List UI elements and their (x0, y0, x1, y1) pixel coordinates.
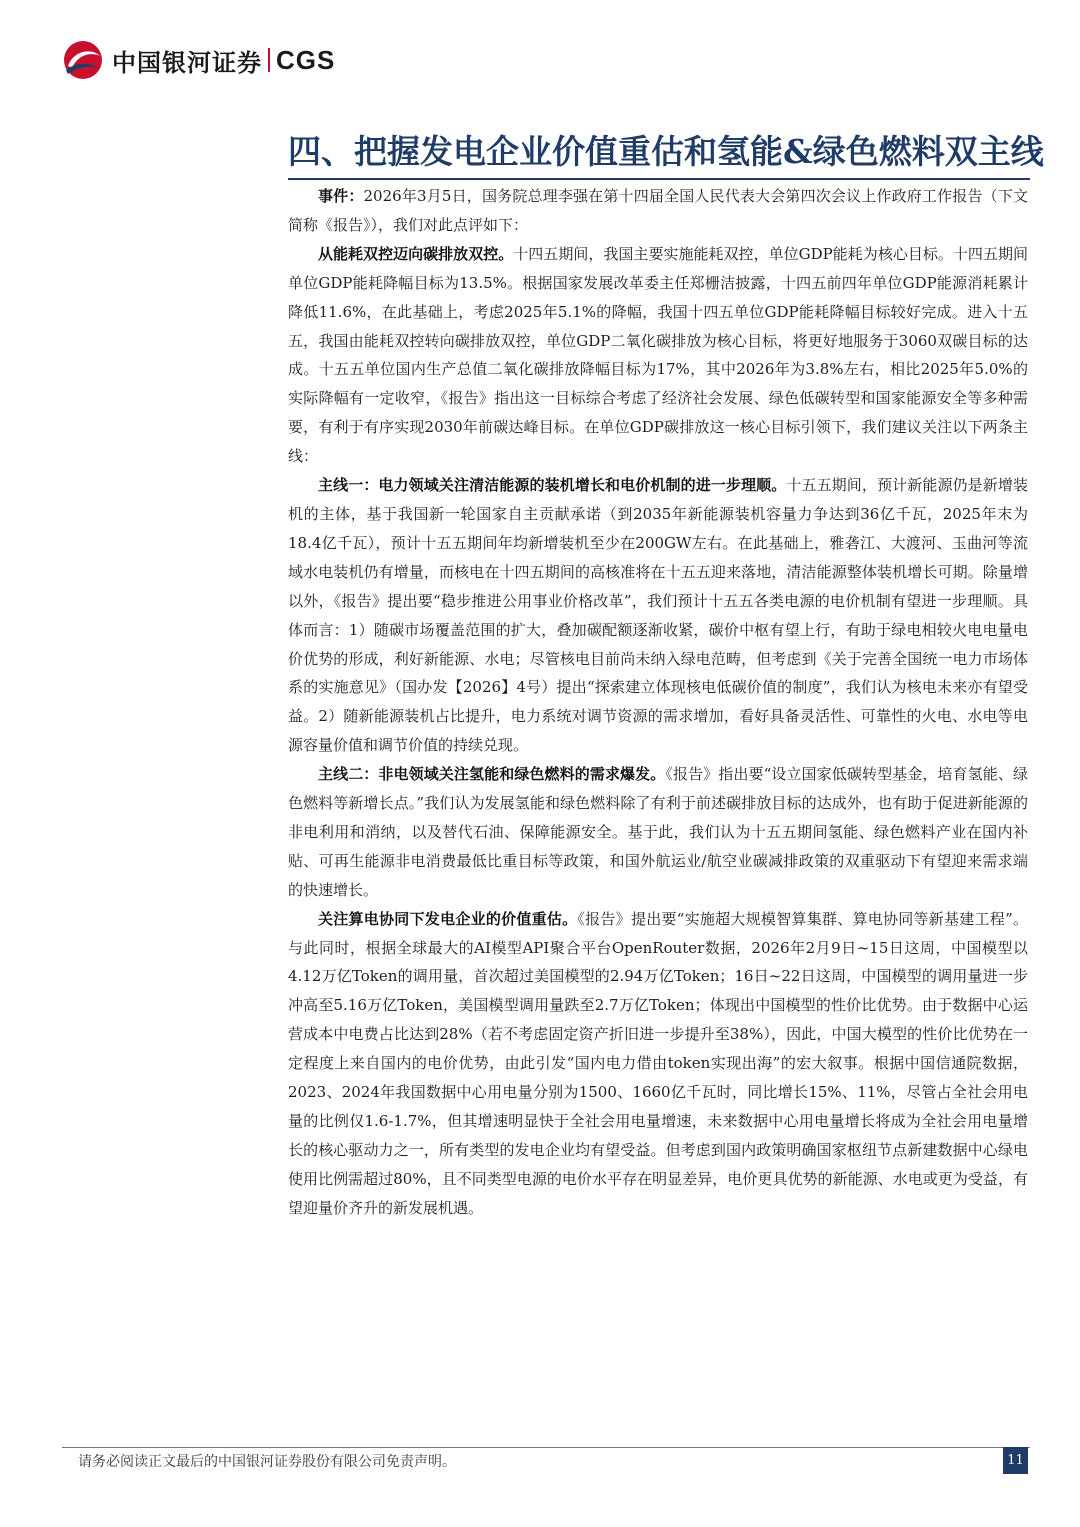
paragraph-mainline-one (288, 471, 1028, 760)
logo-text-en: CGS (276, 44, 336, 75)
paragraph-lead: 从能耗双控迈向碳排放双控。 (318, 244, 514, 263)
logo-text-cn: 中国银河证券 (112, 48, 262, 77)
cgs-logo-icon (62, 40, 104, 80)
body-content (288, 182, 1028, 1223)
paragraph-text: 《报告》指出要“设立国家低碳转型基金，培育氢能、绿色燃料等新增长点。”我们认为发展氢能和绿色燃料除了有利于前述碳排放目标的达成外，也有助于促进新能源的非电利用和消纳，以及替代石油、保障能源安全。基于此，我们认为十五五期间氢能、绿色燃料产业在国内补贴、可再生能源非电消费最低比重目标等政策，和国外航运业/航空业碳减排政策的双重驱动下有望迎来需求端的快速增长。 (288, 765, 1028, 899)
paragraph-text: 十四五期间，我国主要实施能耗双控，单位GDP能耗为核心目标。十四五期间单位GDP能耗降幅目标为13.5%。根据国家发展改革委主任郑栅洁披露，十四五前四年单位GDP能源消耗累计降低11.6%，在此基础上，考虑2025年5.1%的降幅，我国十四五单位GDP能耗降幅目标较好完成。进入十五五，我国由能耗双控转向碳排放双控，单位GDP二氧化碳排放为核心目标，将更好地服务于3060双碳目标的达成。十五五单位国内生产总值二氧化碳排放降幅目标为17%，其中2026年为3.8%左右，相比2025年5.0%的实际降幅有一定收窄，《报告》指出这一目标综合考虑了经济社会发展、绿色低碳转型和国家能源安全等多种需要，有利于有序实现2030年前碳达峰目标。在单位GDP碳排放这一核心目标引领下，我们建议关注以下两条主线： (288, 244, 1028, 466)
footer-divider (62, 1447, 1030, 1448)
company-logo (62, 40, 335, 80)
paragraph-text: 《报告》提出要“实施超大规模智算集群、算电协同等新基建工程”。与此同时，根据全球最大的AI模型API聚合平台OpenRouter数据，2026年2月9日~15日这周，中国模型以4.12万亿Token的调用量，首次超过美国模型的2.94万亿Token；16日~22日这周，中国模型的调用量进一步冲高至5.16万亿Token，美国模型调用量跌至2.7万亿Token；体现出中国模型的性价比优势。由于数据中心运营成本中电费占比达到28%（若不考虑固定资产折旧进一步提升至38%），因此，中国大模型的性价比优势在一定程度上来自国内的电价优势，由此引发“国内电力借由token实现出海”的宏大叙事。根据中国信通院数据，2023、2024年我国数据中心用电量分别为1500、1660亿千瓦时，同比增长15%、11%，尽管占全社会用电量的比例仅1.6-1.7%，但其增速明显快于全社会用电量增速，未来数据中心用电量增长将成为全社会用电量增长的核心驱动力之一，所有类型的发电企业均有望受益。但考虑到国内政策明确国家枢纽节点新建数据中心绿电使用比例需超过80%，且不同类型电源的电价水平存在明显差异，电价更具优势的新能源、水电或更为受益，有望迎量价齐升的新发展机遇。 (288, 909, 1028, 1217)
paragraph-lead: 主线一：电力领域关注清洁能源的装机增长和电价机制的进一步理顺。 (318, 476, 787, 495)
paragraph-event (288, 182, 1028, 240)
title-divider (288, 178, 1030, 180)
section-title: 四、把握发电企业价值重估和氢能&绿色燃料双主线 (288, 132, 1044, 171)
paragraph-text: 2026年3月5日，国务院总理李强在第十四届全国人民代表大会第四次会议上作政府工作报告（下文简称《报告》），我们对此点评如下： (288, 187, 1028, 234)
paragraph-compute-power (288, 905, 1028, 1223)
footer-disclaimer: 请务必阅读正文最后的中国银河证券股份有限公司免责声明。 (78, 1454, 456, 1470)
page-number: 11 (1003, 1447, 1028, 1474)
logo-divider (268, 48, 270, 72)
paragraph-text: 十五五期间，预计新能源仍是新增装机的主体，基于我国新一轮国家自主贡献承诺（到2035年新能源装机容量力争达到36亿千瓦，2025年末为18.4亿千瓦），预计十五五期间年均新增装机至少在200GW左右。在此基础上，雅砻江、大渡河、玉曲河等流域水电装机仍有增量，而核电在十四五期间的高核准将在十五五迎来落地，清洁能源整体装机增长可期。除量增以外，《报告》提出要“稳步推进公用事业价格改革”，我们预计十五五各类电源的电价机制有望进一步理顺。具体而言：1）随碳市场覆盖范围的扩大，叠加碳配额逐渐收紧，碳价中枢有望上行，有助于绿电相较火电电量电价优势的形成，利好新能源、水电；尽管核电目前尚未纳入绿电范畴，但考虑到《关于完善全国统一电力市场体系的实施意见》（国办发【2026】4号）提出“探索建立体现核电低碳价值的制度”，我们认为核电未来亦有望受益。2）随新能源装机占比提升，电力系统对调节资源的需求增加，看好具备灵活性、可靠性的火电、水电等电源容量价值和调节价值的持续兑现。 (288, 476, 1028, 755)
paragraph-lead: 主线二：非电领域关注氢能和绿色燃料的需求爆发。 (318, 765, 666, 784)
paragraph-mainline-two (288, 760, 1028, 905)
paragraph-carbon-control (288, 240, 1028, 471)
paragraph-lead: 关注算电协同下发电企业的价值重估。 (318, 909, 578, 928)
paragraph-lead: 事件： (318, 187, 364, 205)
